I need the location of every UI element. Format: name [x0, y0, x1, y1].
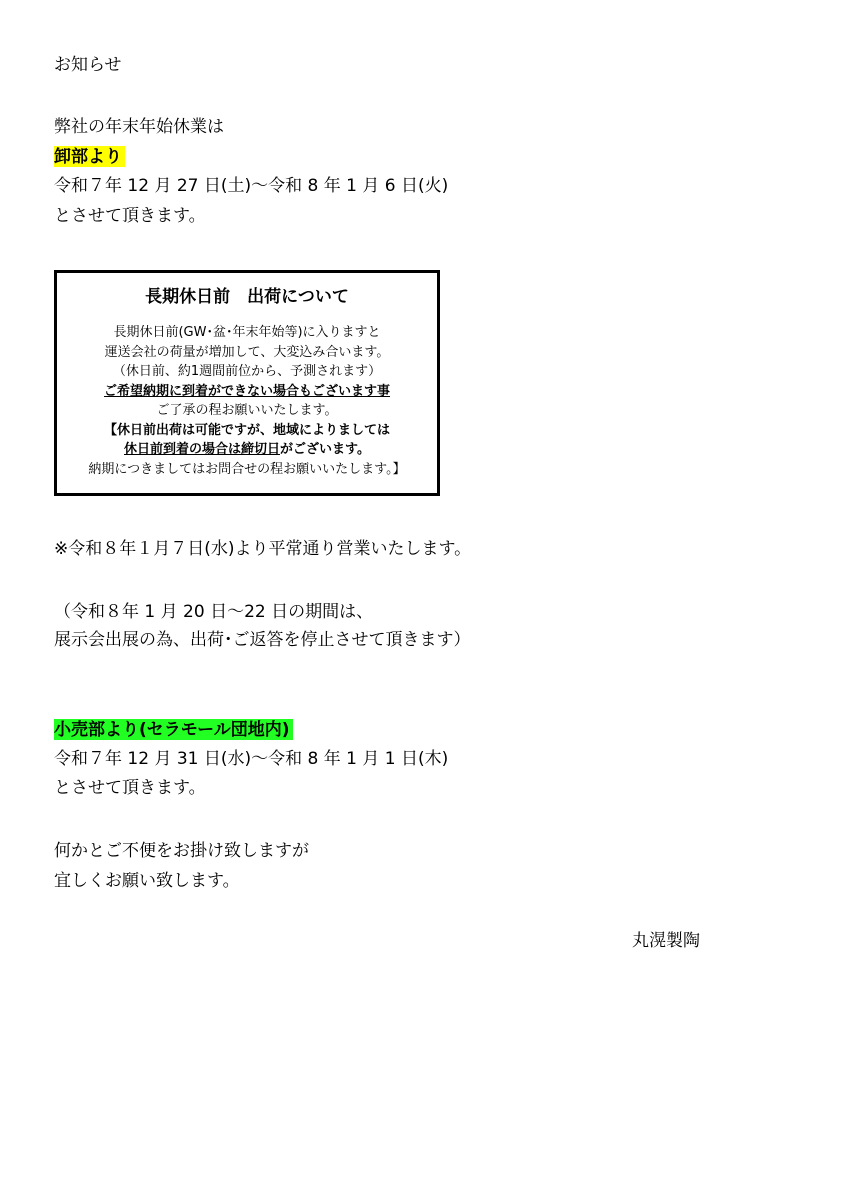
box-line-7-underlined: 休日前到着の場合は締切日	[124, 442, 281, 457]
box-line-1: 長期休日前(GW･盆･年末年始等)に入りますと	[113, 325, 381, 340]
apology-line-2: 宜しくお願い致します。	[54, 871, 240, 891]
box-line-3: （休日前、約1週間前位から、予測されます）	[112, 364, 382, 379]
box-line-7	[57, 440, 437, 460]
company-signature: 丸滉製陶	[632, 931, 700, 951]
shipping-notice-box	[54, 270, 440, 496]
wholesale-heading: 卸部より	[54, 146, 125, 167]
wholesale-period: 令和７年 12 月 27 日(土)～令和 8 年 1 月 6 日(火)	[54, 176, 449, 196]
retail-closing: とさせて頂きます。	[54, 778, 206, 798]
resume-notice: ※令和８年１月７日(水)より平常通り営業いたします。	[54, 539, 472, 559]
box-line-7-rest: がございます。	[280, 442, 370, 457]
retail-heading-row	[54, 718, 293, 742]
box-title: 長期休日前 出荷について	[145, 287, 349, 307]
exhibition-line-1: （令和８年 1 月 20 日～22 日の期間は、	[54, 602, 374, 622]
apology-line-1: 何かとご不便をお掛け致しますが	[54, 841, 309, 861]
box-body	[57, 323, 437, 479]
retail-heading: 小売部より(セラモール団地内)	[54, 719, 293, 740]
intro-text: 弊社の年末年始休業は	[54, 117, 224, 137]
box-line-4	[57, 382, 437, 402]
box-line-4-underlined: ご希望納期に到着ができない場合もございます事	[103, 383, 390, 399]
exhibition-line-2: 展示会出展の為、出荷･ご返答を停止させて頂きます）	[54, 630, 471, 650]
box-line-5: ご了承の程お願いいたします。	[156, 403, 338, 418]
box-line-8: 納期につきましてはお問合せの程お願いいたします。】	[88, 461, 406, 477]
notice-title: お知らせ	[54, 55, 122, 75]
wholesale-heading-row	[54, 145, 125, 169]
box-line-6: 【休日前出荷は可能ですが、地域によりましては	[103, 422, 390, 438]
retail-period: 令和７年 12 月 31 日(水)～令和 8 年 1 月 1 日(木)	[54, 749, 449, 769]
box-line-2: 運送会社の荷量が増加して、大変込み合います。	[104, 344, 390, 360]
wholesale-closing: とさせて頂きます。	[54, 206, 206, 226]
